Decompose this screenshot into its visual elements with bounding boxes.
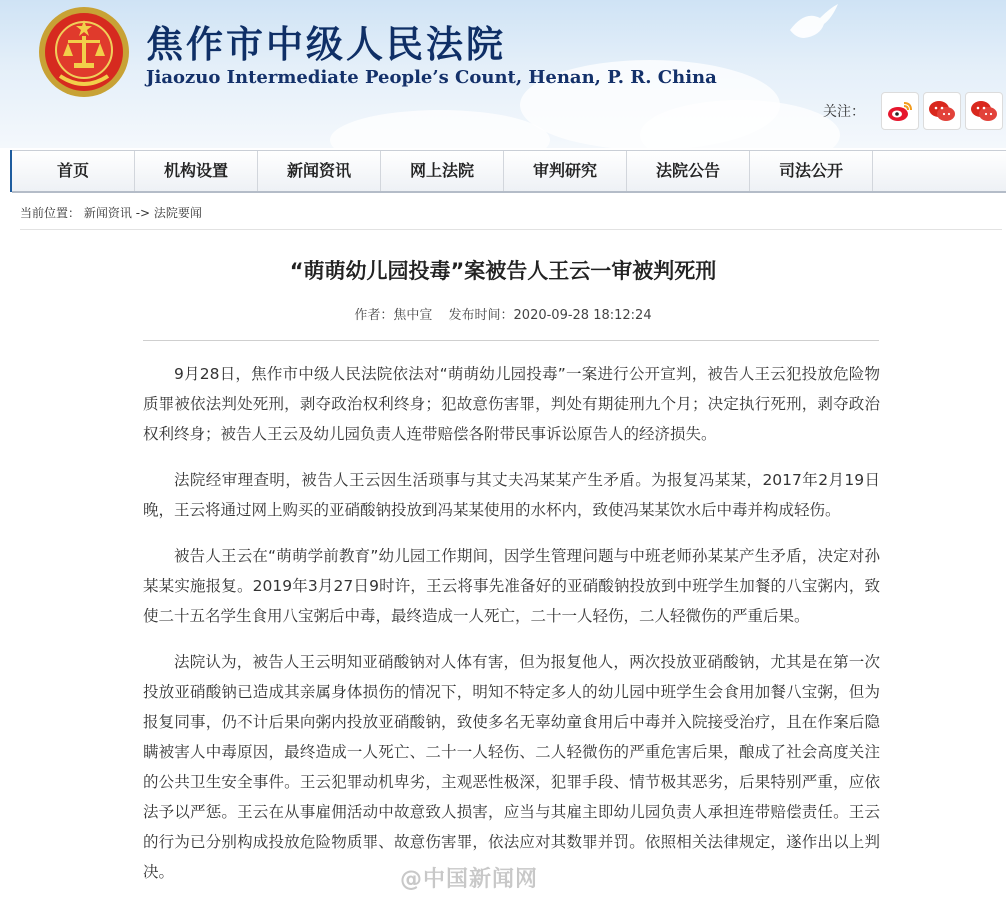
follow-label: 关注： bbox=[823, 104, 865, 120]
breadcrumb bbox=[20, 204, 1002, 230]
article-title: “萌萌幼儿园投毒”案被告人王云一审被判死刑 bbox=[289, 259, 717, 283]
nav-item-judicial-disclosure[interactable]: 司法公开 bbox=[750, 151, 873, 191]
nav-item-organization[interactable]: 机构设置 bbox=[135, 151, 258, 191]
site-header bbox=[0, 0, 1006, 148]
article-author: 作者：焦中宣 bbox=[354, 308, 433, 323]
wechat-icon bbox=[970, 100, 998, 122]
breadcrumb-news-link[interactable]: 新闻资讯 bbox=[83, 206, 132, 220]
article-paragraph: 法院认为，被告人王云明知亚硝酸钠对人体有害，但为报复他人，两次投放亚硝酸钠，尤其是在第一次投放亚硝酸钠已造成其亲属身体损伤的情况下，明知不特定多人的幼儿园中班学生会食用加餐八宝粥，但为报复同事，仍不计后果向粥内投放亚硝酸钠，致使多名无辜幼童食用后中毒并入院接受治疗，且在作案后隐瞒被害人中毒原因，最终造成一人死亡、二十一人轻伤、二人轻微伤的严重危害后果，酿成了社会高度关注的公共卫生安全事件。王云犯罪动机卑劣，主观恶性极深，犯罪手段、情节极其恶劣，后果特别严重，应依法予以严惩。王云在从事雇佣活动中故意致人损害，应当与其雇主即幼儿园负责人承担连带赔偿责任。王云的行为已分别构成投放危险物质罪、故意伤害罪，依法应对其数罪并罚。依照相关法律规定，遂作出以上判决。 bbox=[143, 653, 880, 881]
source-watermark: @中国新闻网 bbox=[400, 867, 539, 892]
breadcrumb-current[interactable]: 法院要闻 bbox=[153, 206, 202, 220]
article-paragraph: 被告人王云在“萌萌学前教育”幼儿园工作期间，因学生管理问题与中班老师孙某某产生矛盾，决定对孙某某实施报复。2019年3月27日9时许，王云将事先准备好的亚硝酸钠投放到中班学生加餐的八宝粥内，致使二十五名学生食用八宝粥后中毒，最终造成一人死亡，二十一人轻伤，二人轻微伤的严重后果。 bbox=[143, 547, 880, 625]
main-nav bbox=[12, 150, 1006, 193]
article-paragraph: 法院经审理查明，被告人王云因生活琐事与其丈夫冯某某产生矛盾。为报复冯某某，2017年2月19日晚，王云将通过网上购买的亚硝酸钠投放到冯某某使用的水杯内，致使冯某某饮水后中毒并构成轻伤。 bbox=[143, 471, 880, 519]
article-meta bbox=[0, 304, 1006, 323]
dove-icon bbox=[780, 0, 840, 50]
cloud-decoration bbox=[330, 110, 550, 148]
site-subtitle: Jiaozuo Intermediate People’s Count, Henan, P. R. China bbox=[146, 67, 717, 88]
nav-item-online-court[interactable]: 网上法院 bbox=[381, 151, 504, 191]
article-paragraph: 9月28日，焦作市中级人民法院依法对“萌萌幼儿园投毒”一案进行公开宣判，被告人王云犯投放危险物质罪被依法判处死刑，剥夺政治权利终身；犯故意伤害罪，判处有期徒刑九个月；决定执行死刑，剥夺政治权利终身；被告人王云及幼儿园负责人连带赔偿各附带民事诉讼原告人的经济损失。 bbox=[143, 365, 880, 443]
nav-item-announcements[interactable]: 法院公告 bbox=[627, 151, 750, 191]
nav-item-news[interactable]: 新闻资讯 bbox=[258, 151, 381, 191]
wechat-link[interactable] bbox=[923, 92, 961, 130]
wechat-link[interactable] bbox=[965, 92, 1003, 130]
breadcrumb-label: 当前位置： bbox=[20, 206, 81, 220]
breadcrumb-separator: -> bbox=[135, 206, 151, 220]
title-divider bbox=[143, 340, 879, 341]
court-emblem-logo bbox=[38, 6, 130, 98]
site-title: 焦作市中级人民法院 bbox=[146, 22, 506, 66]
wechat-icon bbox=[928, 100, 956, 122]
article-published-time: 发布时间：2020-09-28 18:12:24 bbox=[448, 308, 652, 323]
nav-item-home[interactable]: 首页 bbox=[12, 151, 135, 191]
nav-item-trial-research[interactable]: 审判研究 bbox=[504, 151, 627, 191]
weibo-icon bbox=[887, 100, 913, 122]
weibo-link[interactable] bbox=[881, 92, 919, 130]
follow-bar bbox=[823, 92, 1003, 130]
article-body bbox=[143, 359, 880, 903]
